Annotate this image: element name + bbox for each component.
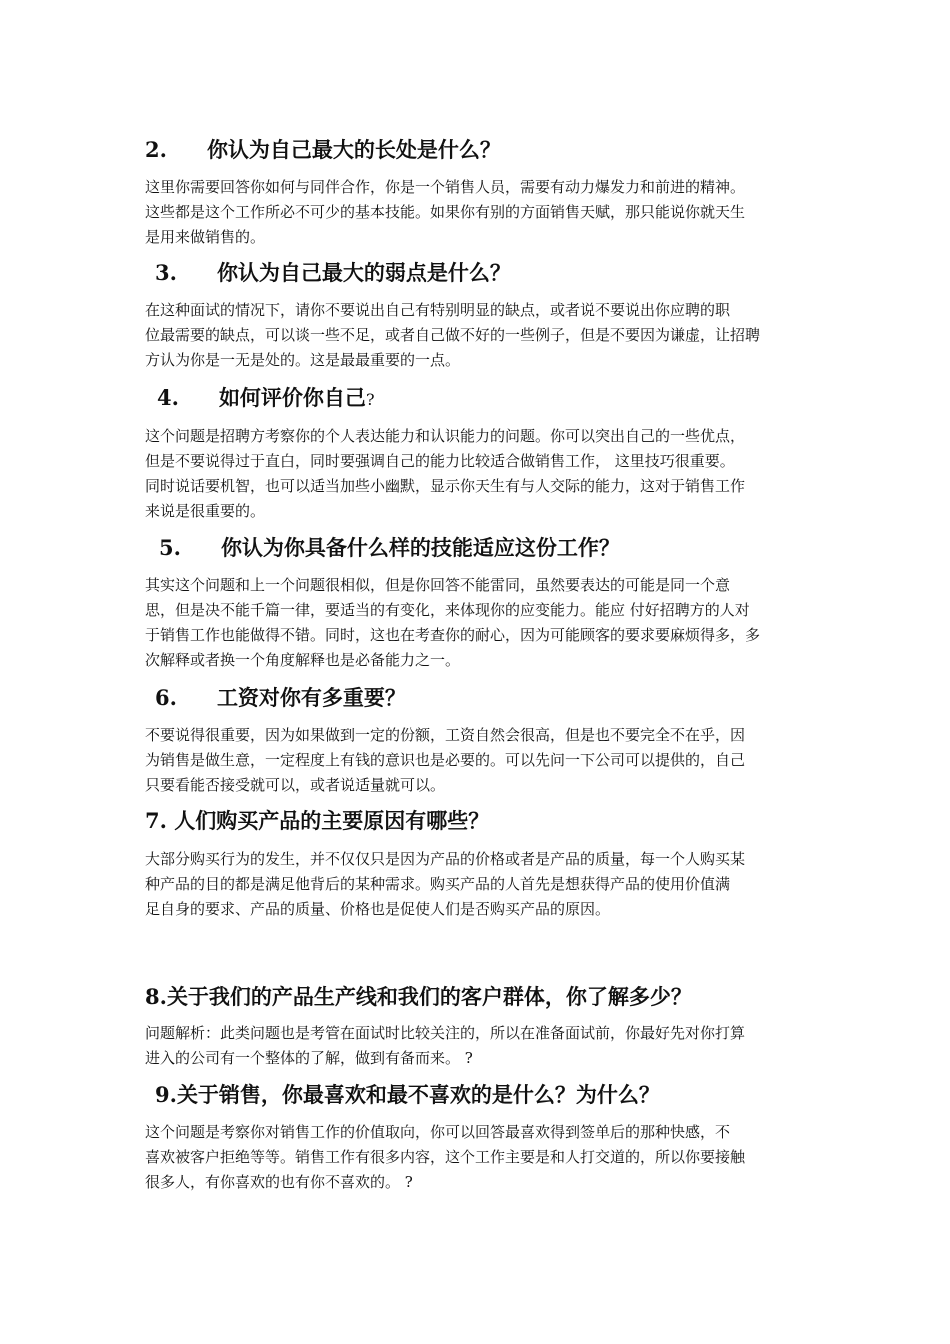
answer-paragraph [145, 1120, 815, 1195]
answer-line: 不要说得很重要，因为如果做到一定的份额，工资自然会很高，但是也不要完全不在乎，因 [145, 726, 746, 744]
answer-line: 种产品的目的都是满足他背后的某种需求。购买产品的人首先是想获得产品的使用价值满 [145, 875, 731, 893]
answer-line: 问题解析：此类问题也是考管在面试时比较关注的，所以在准备面试前，你最好先对你打算 [145, 1024, 746, 1042]
question-number: 5. [159, 535, 181, 560]
answer-paragraph [145, 298, 815, 373]
question-title: 如何评价你自己 [218, 385, 366, 410]
question-heading [155, 684, 406, 712]
question-number: 6. [155, 685, 177, 710]
answer-line: 这个问题是招聘方考察你的个人表达能力和认识能力的问题。你可以突出自己的一些优点， [145, 427, 746, 445]
answer-paragraph [145, 847, 815, 922]
answer-line: 其实这个问题和上一个问题很相似，但是你回答不能雷同，虽然要表达的可能是同一个意 [145, 576, 731, 594]
question-heading [157, 384, 375, 414]
answer-line: 这里你需要回答你如何与同伴合作，你是一个销售人员，需要有动力爆发力和前进的精神。 [145, 178, 746, 196]
answer-line: 这个问题是考察你对销售工作的价值取向，你可以回答最喜欢得到签单后的那种快感，不 [145, 1123, 731, 1141]
answer-line: 大部分购买行为的发生，并不仅仅只是因为产品的价格或者是产品的质量，每一个人购买某 [145, 850, 746, 868]
answer-line: 方认为你是一无是处的。这是最最重要的一点。 [145, 351, 461, 369]
answer-line: 思，但是决不能千篇一律，要适当的有变化，来体现你的应变能力。能应 付好招聘方的人对 [145, 601, 750, 619]
question-title: 关于销售，你最喜欢和最不喜欢的是什么？为什么？ [176, 1082, 660, 1107]
question-number: 9. [155, 1082, 177, 1107]
answer-line: 次解释或者换一个角度解释也是必备能力之一。 [145, 651, 461, 669]
answer-paragraph [145, 723, 815, 798]
answer-line: 足自身的要求、产品的质量、价格也是促使人们是否购买产品的原因。 [145, 900, 611, 918]
question-suffix: ? [365, 390, 375, 409]
question-title: 人们购买产品的主要原因有哪些？ [174, 808, 490, 833]
answer-line: 是用来做销售的。 [145, 228, 266, 246]
answer-line: 只要看能否接受就可以，或者说适量就可以。 [145, 776, 446, 794]
answer-line: 于销售工作也能做得不错。同时，这也在考查你的耐心，因为可能顾客的要求要麻烦得多，多 [145, 626, 761, 644]
answer-line: 很多人，有你喜欢的也有你不喜欢的。 ? [145, 1173, 413, 1191]
answer-line: 这些都是这个工作所必不可少的基本技能。如果你有别的方面销售天赋，那只能说你就天生 [145, 203, 746, 221]
question-number: 2. [145, 137, 167, 162]
answer-line: 但是不要说得过于直白，同时要强调自己的能力比较适合做销售工作， 这里技巧很重要。 [145, 452, 735, 470]
answer-line: 在这种面试的情况下，请你不要说出自己有特别明显的缺点，或者说不要说出你应聘的职 [145, 301, 731, 319]
question-title: 你认为自己最大的弱点是什么？ [216, 260, 511, 285]
answer-line: 喜欢被客户拒绝等等。销售工作有很多内容，这个工作主要是和人打交道的，所以你要接触 [145, 1148, 746, 1166]
question-title: 你认为你具备什么样的技能适应这份工作？ [220, 535, 620, 560]
question-number: 3. [155, 260, 177, 285]
question-title: 你认为自己最大的长处是什么？ [206, 137, 501, 162]
answer-line: 来说是很重要的。 [145, 502, 266, 520]
question-heading [145, 807, 489, 835]
answer-line: 同时说话要机智，也可以适当加些小幽默，显示你天生有与人交际的能力，这对于销售工作 [145, 477, 746, 495]
question-heading [145, 136, 501, 164]
answer-paragraph [145, 424, 815, 524]
question-number: 8. [145, 984, 167, 1009]
question-heading [159, 534, 620, 562]
question-title: 工资对你有多重要？ [216, 685, 406, 710]
answer-line: 进入的公司有一个整体的了解，做到有备而来。 ? [145, 1049, 473, 1067]
answer-line: 位最需要的缺点，可以谈一些不足，或者自己做不好的一些例子，但是不要因为谦虚，让招聘 [145, 326, 761, 344]
answer-paragraph [145, 175, 815, 250]
answer-paragraph [145, 573, 815, 673]
question-heading [155, 1081, 660, 1109]
question-heading [155, 259, 511, 287]
question-number: 4. [157, 385, 179, 410]
question-title: 关于我们的产品生产线和我们的客户群体，你了解多少？ [166, 984, 692, 1009]
question-heading [145, 983, 692, 1011]
question-number: 7. [145, 808, 167, 833]
answer-paragraph [145, 1021, 815, 1071]
answer-line: 为销售是做生意，一定程度上有钱的意识也是必要的。可以先问一下公司可以提供的，自己 [145, 751, 746, 769]
